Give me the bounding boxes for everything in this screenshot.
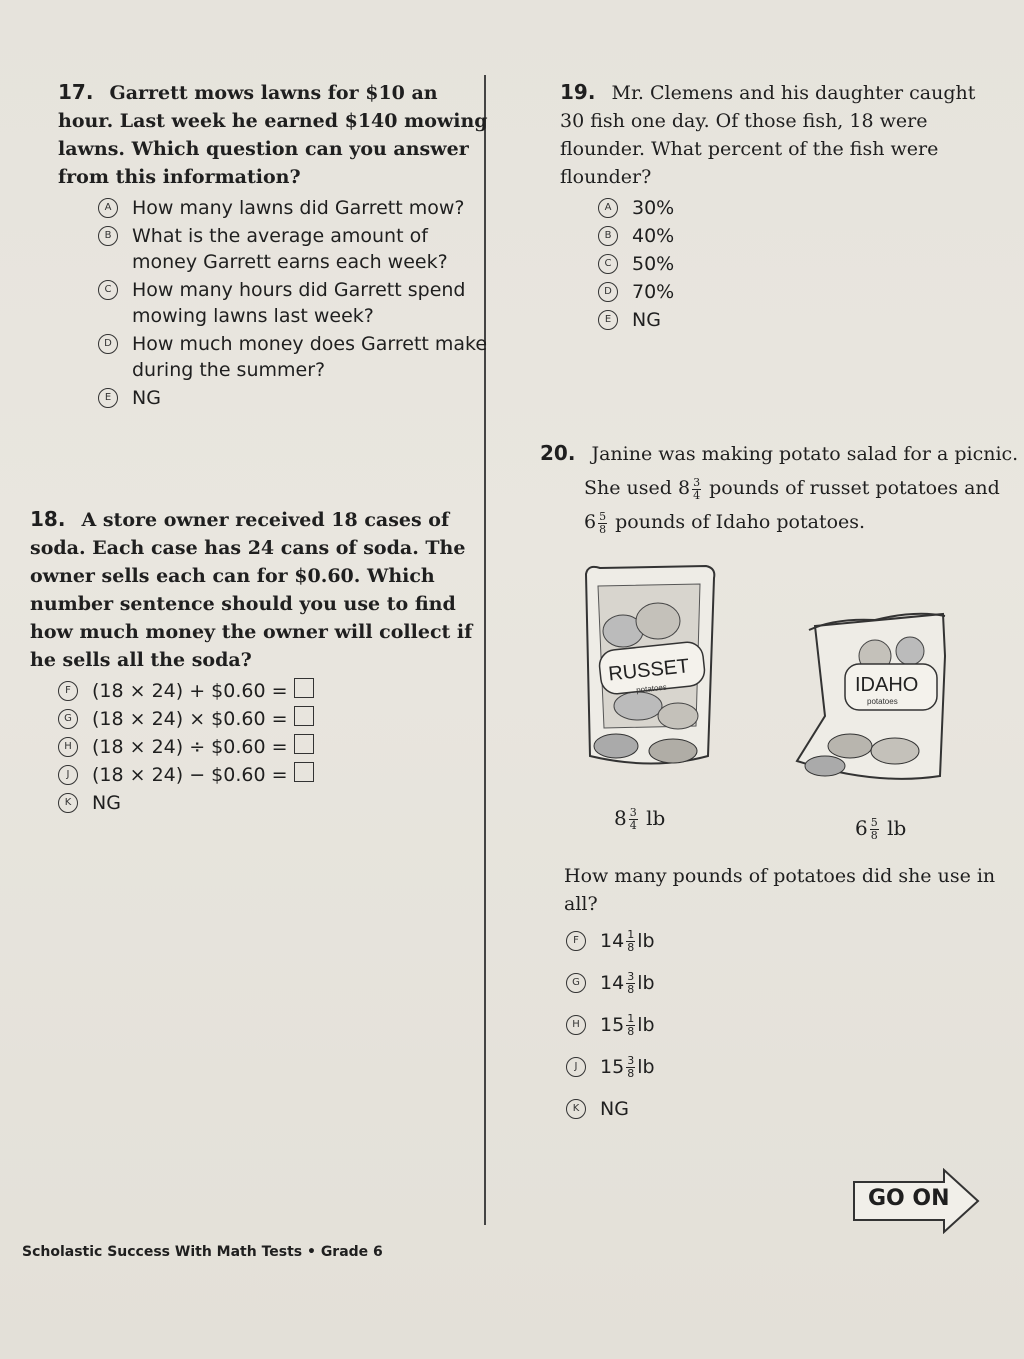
idaho-bag-illustration xyxy=(795,596,960,786)
question-stem: pounds of Idaho potatoes. xyxy=(615,511,866,533)
answer-option[interactable] xyxy=(98,277,498,329)
whole-part: 6 xyxy=(584,511,597,533)
unit-label: lb xyxy=(646,806,666,830)
option-text: (18 × 24) × $0.60 = xyxy=(92,708,288,730)
denominator: 8 xyxy=(599,522,607,536)
answer-option[interactable] xyxy=(58,762,480,788)
answer-option[interactable] xyxy=(566,970,866,996)
fraction xyxy=(626,971,635,996)
answer-option[interactable] xyxy=(598,279,1000,305)
numerator: 3 xyxy=(629,806,637,819)
whole-part: 8 xyxy=(614,806,627,830)
whole-part: 15 xyxy=(600,1014,625,1036)
answer-bubble[interactable]: H xyxy=(566,1015,586,1035)
whole-part: 14 xyxy=(600,930,625,952)
option-text: NG xyxy=(632,309,661,331)
page-footer: Scholastic Success With Math Tests • Grade 6 xyxy=(22,1244,383,1260)
option-text xyxy=(600,1012,655,1038)
answer-bubble[interactable]: E xyxy=(98,388,118,408)
numerator: 5 xyxy=(599,509,607,523)
answer-option[interactable] xyxy=(566,1096,866,1122)
russet-weight-label xyxy=(614,806,665,832)
whole-part: 15 xyxy=(600,1056,625,1078)
option-text: (18 × 24) ÷ $0.60 = xyxy=(92,736,288,758)
question-stem: pounds of russet potatoes and xyxy=(709,477,1000,499)
question-number: 18. xyxy=(30,507,66,531)
answer-bubble[interactable]: C xyxy=(598,254,618,274)
fraction xyxy=(626,929,635,954)
option-text xyxy=(600,970,655,996)
answer-option[interactable] xyxy=(598,195,1000,221)
numerator: 3 xyxy=(627,970,635,983)
russet-bag-illustration xyxy=(578,556,728,781)
option-text: (18 × 24) + $0.60 = xyxy=(92,680,288,702)
option-text: What is the average amount of money Garrett earns each week? xyxy=(132,225,448,273)
answer-bubble[interactable]: A xyxy=(598,198,618,218)
question-20 xyxy=(540,436,1020,539)
question-number: 17. xyxy=(58,80,94,104)
russet-bag-label: RUSSET xyxy=(607,655,691,686)
answer-bubble[interactable]: B xyxy=(98,226,118,246)
answer-bubble[interactable]: A xyxy=(98,198,118,218)
denominator: 8 xyxy=(627,983,635,996)
option-text: How many lawns did Garrett mow? xyxy=(132,197,465,219)
answer-option[interactable] xyxy=(598,223,1000,249)
fraction xyxy=(870,817,879,842)
option-text xyxy=(600,1054,655,1080)
question-stem: How many pounds of potatoes did she use in all? xyxy=(564,865,996,915)
denominator: 8 xyxy=(870,829,878,842)
denominator: 8 xyxy=(627,1025,635,1038)
answer-option[interactable] xyxy=(98,223,498,275)
option-text: 70% xyxy=(632,281,675,303)
question-stem: She used xyxy=(584,477,672,499)
option-text: How many hours did Garrett spend mowing lawns last week? xyxy=(132,279,466,327)
fraction xyxy=(692,477,701,502)
option-text: 40% xyxy=(632,225,675,247)
numerator: 5 xyxy=(870,816,878,829)
answer-option[interactable] xyxy=(58,706,480,732)
answer-bubble[interactable]: C xyxy=(98,280,118,300)
answer-option[interactable] xyxy=(566,1012,866,1038)
answer-bubble[interactable]: G xyxy=(58,709,78,729)
question-17 xyxy=(58,78,498,413)
unit-label: lb xyxy=(887,816,907,840)
answer-option[interactable] xyxy=(598,251,1000,277)
answer-bubble[interactable]: B xyxy=(598,226,618,246)
answer-option[interactable] xyxy=(566,1054,866,1080)
answer-bubble[interactable]: F xyxy=(58,681,78,701)
option-text xyxy=(600,928,655,954)
fraction xyxy=(626,1055,635,1080)
option-text: NG xyxy=(132,387,161,409)
numerator: 3 xyxy=(627,1054,635,1067)
answer-bubble[interactable]: J xyxy=(58,765,78,785)
answer-bubble[interactable]: J xyxy=(566,1057,586,1077)
answer-option[interactable] xyxy=(566,928,866,954)
unit-label: lb xyxy=(637,1014,655,1036)
answer-option[interactable] xyxy=(58,678,480,704)
question-18 xyxy=(30,505,480,818)
question-20-prompt xyxy=(564,862,1004,918)
option-text: 50% xyxy=(632,253,675,275)
answer-option[interactable] xyxy=(98,195,498,221)
answer-bubble[interactable]: D xyxy=(598,282,618,302)
idaho-bag-label: IDAHO xyxy=(855,674,919,696)
whole-part: 6 xyxy=(855,816,868,840)
option-text: NG xyxy=(600,1098,629,1120)
answer-bubble[interactable]: K xyxy=(566,1099,586,1119)
fraction xyxy=(626,1013,635,1038)
answer-bubble[interactable]: D xyxy=(98,334,118,354)
question-19 xyxy=(560,78,1000,335)
idaho-bag-sublabel: potatoes xyxy=(867,697,898,706)
unit-label: lb xyxy=(637,930,655,952)
fraction xyxy=(629,807,638,832)
question-stem: Janine was making potato salad for a picnic. xyxy=(591,443,1019,465)
denominator: 8 xyxy=(627,941,635,954)
whole-part: 8 xyxy=(677,477,691,499)
answer-bubble[interactable]: E xyxy=(598,310,618,330)
question-number: 19. xyxy=(560,80,596,104)
mixed-number-russet xyxy=(677,475,703,502)
whole-part: 14 xyxy=(600,972,625,994)
option-text: How much money does Garrett make during the summer? xyxy=(132,333,488,381)
answer-box xyxy=(294,734,314,754)
answer-box xyxy=(294,706,314,726)
denominator: 4 xyxy=(693,488,701,502)
option-text: NG xyxy=(92,792,121,814)
question-stem: Mr. Clemens and his daughter caught 30 fish one day. Of those fish, 18 were flounder. What percent of the fish were flounder? xyxy=(560,82,976,188)
answer-bubble[interactable]: G xyxy=(566,973,586,993)
answer-bubble[interactable]: K xyxy=(58,793,78,813)
unit-label: lb xyxy=(637,972,655,994)
option-text: 30% xyxy=(632,197,675,219)
question-number: 20. xyxy=(540,441,576,465)
denominator: 4 xyxy=(629,819,637,832)
answer-option[interactable] xyxy=(598,307,1000,333)
answer-option[interactable] xyxy=(58,734,480,760)
numerator: 1 xyxy=(627,928,635,941)
numerator: 3 xyxy=(693,475,701,489)
answer-box xyxy=(294,678,314,698)
question-20-options xyxy=(566,926,866,1124)
numerator: 1 xyxy=(627,1012,635,1025)
answer-bubble[interactable]: H xyxy=(58,737,78,757)
mixed-number-idaho xyxy=(584,509,609,536)
question-stem: Garrett mows lawns for $10 an hour. Last week he earned $140 mowing lawns. Which question can you answer from this information? xyxy=(58,82,488,188)
question-stem: A store owner received 18 cases of soda. Each case has 24 cans of soda. The owner sells each can for $0.60. Which number sentence should you use to find how much money the owner will collect if he sells all the soda? xyxy=(30,509,473,671)
go-on-label: GO ON xyxy=(868,1186,950,1211)
unit-label: lb xyxy=(637,1056,655,1078)
answer-bubble[interactable]: F xyxy=(566,931,586,951)
option-text: (18 × 24) − $0.60 = xyxy=(92,764,288,786)
idaho-weight-label xyxy=(855,816,906,842)
denominator: 8 xyxy=(627,1067,635,1080)
answer-option[interactable] xyxy=(98,385,498,411)
russet-bag-sublabel: potatoes xyxy=(635,682,668,695)
answer-box xyxy=(294,762,314,782)
answer-option[interactable] xyxy=(98,331,498,383)
fraction xyxy=(598,511,607,536)
answer-option[interactable] xyxy=(58,790,480,816)
